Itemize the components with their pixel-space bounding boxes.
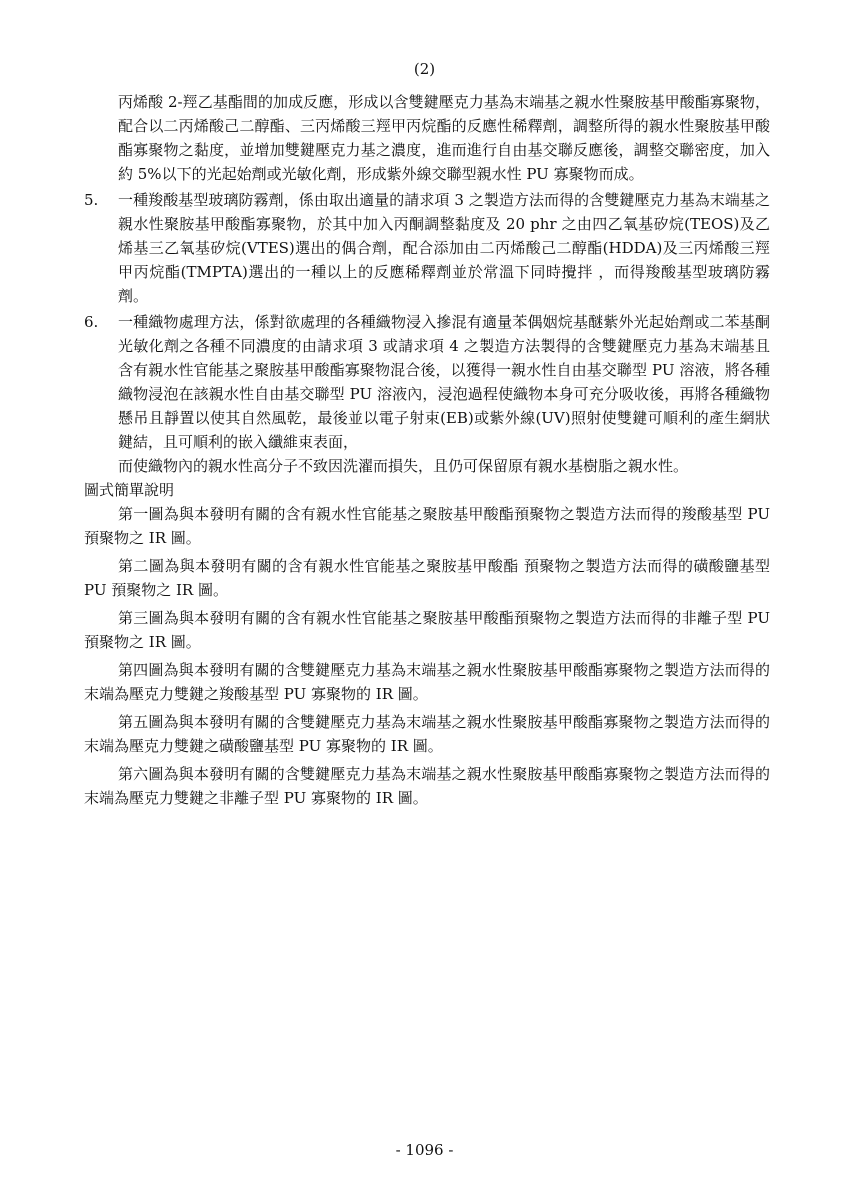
- page-content: [84, 90, 770, 814]
- claim-text-last-line: 而使織物內的親水性高分子不致因洗濯而損失，且仍可保留原有親水基樹脂之親水性。: [118, 457, 689, 475]
- figure-description: 第一圖為與本發明有關的含有親水性官能基之聚胺基甲酸酯預聚物之製造方法而得的羧酸基型 PU 預聚物之 IR 圖。: [84, 505, 770, 547]
- figure-description: 第六圖為與本發明有關的含雙鍵壓克力基為末端基之親水性聚胺基甲酸酯寡聚物之製造方法而得的末端為壓克力雙鍵之非離子型 PU 寡聚物的 IR 圖。: [84, 765, 770, 807]
- page-number: - 1096 -: [395, 1141, 454, 1159]
- figures-section-title: 圖式簡單說明: [84, 481, 175, 499]
- claim-6: [84, 310, 770, 478]
- claim-text-wrapper: [118, 310, 770, 478]
- page-marker: (2): [413, 60, 436, 78]
- claim-text: 一種羧酸基型玻璃防霧劑，係由取出適量的請求項 3 之製造方法而得的含雙鍵壓克力基為末端基之親水性聚胺基甲酸酯寡聚物，於其中加入丙酮調整黏度及 20 phr 之由四乙氧基矽烷(TEOS)及乙烯基三乙氧基矽烷(VTES)選出的偶合劑，配合添加由二丙烯酸己二醇酯(HDDA)及三丙烯酸三羥甲丙烷酯(TMPTA)選出的一種以上的反應稀釋劑並於常溫下同時攪拌 ，而得羧酸基型玻璃防霧劑。: [118, 191, 770, 305]
- figure-description: 第五圖為與本發明有關的含雙鍵壓克力基為末端基之親水性聚胺基甲酸酯寡聚物之製造方法而得的末端為壓克力雙鍵之磺酸鹽基型 PU 寡聚物的 IR 圖。: [84, 713, 770, 755]
- claim-5: [84, 188, 770, 308]
- figure-description: 第四圖為與本發明有關的含雙鍵壓克力基為末端基之親水性聚胺基甲酸酯寡聚物之製造方法而得的末端為壓克力雙鍵之羧酸基型 PU 寡聚物的 IR 圖。: [84, 661, 770, 703]
- claim-number: 6.: [84, 313, 99, 331]
- claim-text: 一種織物處理方法，係對欲處理的各種織物浸入摻混有適量苯偶姻烷基醚紫外光起始劑或二苯基酮光敏化劑之各種不同濃度的由請求項 3 或請求項 4 之製造方法製得的含雙鍵壓克力基為末端基且含有親水性官能基之聚胺基甲酸酯寡聚物混合後，以獲得一親水性自由基交聯型 PU 溶液，將各種織物浸泡在該親水性自由基交聯型 PU 溶液內，浸泡過程使織物本身可充分吸收後，再將各種織物懸吊且靜置以使其自然風乾，最後並以電子射束(EB)或紫外線(UV)照射使雙鍵可順利的產生網狀鍵結，且可順利的嵌入纖維束表面，: [118, 313, 770, 451]
- figure-description: 第二圖為與本發明有關的含有親水性官能基之聚胺基甲酸酯 預聚物之製造方法而得的磺酸鹽基型 PU 預聚物之 IR 圖。: [84, 557, 770, 599]
- figure-description: 第三圖為與本發明有關的含有親水性官能基之聚胺基甲酸酯預聚物之製造方法而得的非離子型 PU 預聚物之 IR 圖。: [84, 609, 770, 651]
- claim-continuation: 丙烯酸 2-羥乙基酯間的加成反應，形成以含雙鍵壓克力基為末端基之親水性聚胺基甲酸酯寡聚物，配合以二丙烯酸己二醇酯、三丙烯酸三羥甲丙烷酯的反應性稀釋劑，調整所得的親水性聚胺基甲酸酯寡聚物之黏度，並增加雙鍵壓克力基之濃度，進而進行自由基交聯反應後，調整交聯密度，加入約 5%以下的光起始劑或光敏化劑，形成紫外線交聯型親水性 PU 寡聚物而成。: [118, 93, 770, 183]
- claim-number: 5.: [84, 191, 99, 209]
